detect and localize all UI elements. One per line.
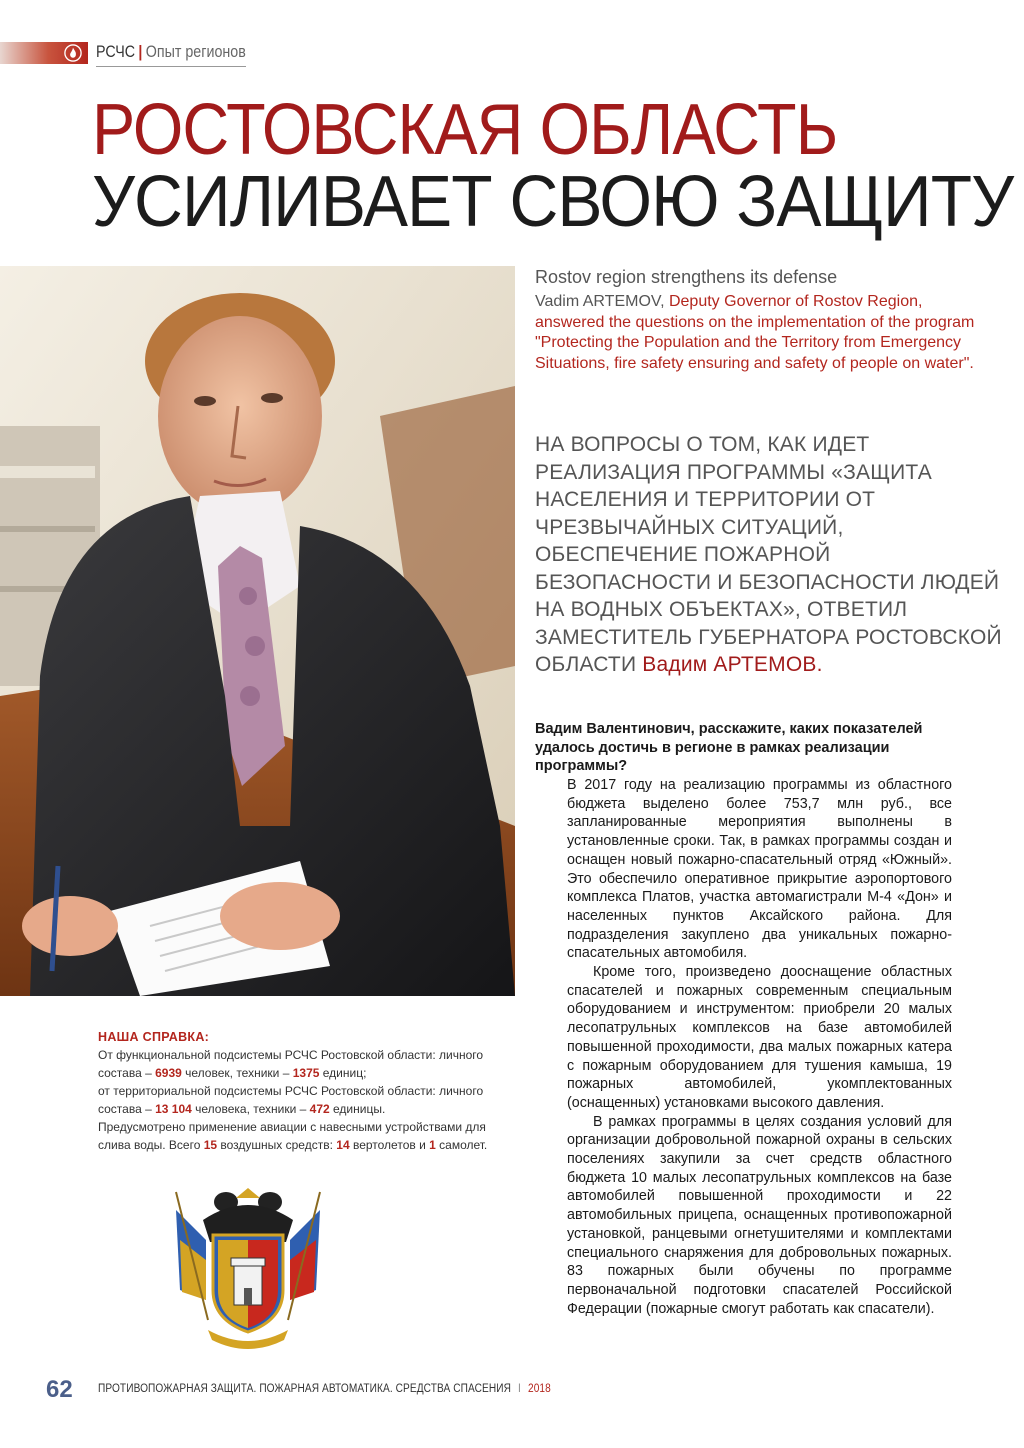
flame-icon bbox=[64, 44, 82, 62]
english-name: Vadim ARTEMOV, bbox=[535, 293, 665, 310]
section-header bbox=[96, 40, 246, 64]
reference-text: человека, техники – bbox=[191, 1102, 310, 1116]
article-paragraph: В 2017 году на реализацию программы из областного бюджета выделено более 753,7 млн руб., все запланированные мероприятия выполнены в установленные сроки. Так, в рамках программы создан и оснащен новый пожарно-спасательный отряд «Южный». Это обеспечило оперативное прикрытие аэропортового комплекса Платов, участка автомагистрали М-4 «Дон» и населенных пунктов Аксайского района. Для подразделения закуплено два уникальных пожарно-спасательных автомобиля. bbox=[567, 777, 952, 962]
page-title-line2: УСИЛИВАЕТ СВОЮ ЗАЩИТУ bbox=[92, 162, 1014, 242]
reference-text: единицы. bbox=[329, 1102, 386, 1116]
footer-separator: I bbox=[518, 1383, 521, 1395]
article-paragraph: Кроме того, произведено дооснащение областных спасателей и пожарных современным специальным оборудованием и инструментом: приобрели 20 малых лесопатрульных комплексов на базе автомобилей повышенной проходимости, два малых пожарных катера с пожарным оборудованием для тушения камыша, 19 пожарных автомобилей, укомплектованных (оснащенных) установками высокого давления. bbox=[567, 964, 952, 1111]
header-rule bbox=[96, 66, 246, 67]
reference-text: единиц; bbox=[319, 1066, 367, 1080]
reference-body bbox=[98, 1046, 518, 1154]
section-separator: | bbox=[138, 42, 143, 61]
reference-text: От функциональной подсистемы РСЧС Ростовской области: личного состава – bbox=[98, 1048, 484, 1080]
reference-text: воздушных средств: bbox=[217, 1138, 337, 1152]
portrait-photo bbox=[0, 266, 515, 996]
reference-figure: 15 bbox=[203, 1138, 218, 1152]
reference-figure: 1375 bbox=[292, 1066, 320, 1080]
reference-text: от территориальной подсистемы РСЧС Ростовской области: личного состава – bbox=[98, 1084, 484, 1116]
subsection-label: Опыт регионов bbox=[145, 42, 246, 61]
reference-text: человек, техники – bbox=[181, 1066, 293, 1080]
journal-title: ПРОТИВОПОЖАРНАЯ ЗАЩИТА. ПОЖАРНАЯ АВТОМАТИКА. СРЕДСТВА СПАСЕНИЯ bbox=[98, 1383, 511, 1395]
rostov-coat-of-arms-image bbox=[168, 1180, 328, 1350]
reference-heading: НАША СПРАВКА: bbox=[98, 1030, 210, 1044]
footer bbox=[98, 1383, 551, 1395]
english-summary bbox=[535, 292, 995, 374]
reference-text: вертолетов и bbox=[349, 1138, 430, 1152]
reference-figure: 14 bbox=[336, 1138, 350, 1152]
reference-figure: 472 bbox=[309, 1102, 330, 1116]
page-number: 62 bbox=[46, 1376, 73, 1403]
reference-text: самолет. bbox=[435, 1138, 488, 1152]
reference-figure: 13 104 bbox=[155, 1102, 192, 1116]
lead-period: . bbox=[816, 653, 823, 676]
issue-year: 2018 bbox=[527, 1383, 551, 1395]
reference-figure: 1 bbox=[429, 1138, 436, 1152]
english-summary-text: Deputy Governor of Rostov Region, answered the questions on the implementation of the program "Protecting the Population and the Territory from Emergency Situations, fire safety ensuring and safety of people on water". bbox=[535, 293, 975, 372]
reference-figure: 6939 bbox=[155, 1066, 182, 1080]
page-title-line1: РОСТОВСКАЯ ОБЛАСТЬ bbox=[92, 90, 838, 170]
section-label: РСЧС bbox=[96, 42, 136, 61]
lead-person: Вадим АРТЕМОВ bbox=[642, 653, 817, 676]
article-body bbox=[567, 776, 952, 1318]
article-paragraph: В рамках программы в целях создания условий для организации добровольной пожарной охраны в сельских поселениях закупили за счет средств областного бюджета 10 малых лесопатрульных комплексов на базе автомобилей повышенной проходимости и 22 автомобильных прицепа, оснащенных противопожарной установкой, ранцевыми огнетушителями и комплектами специального снаряжения для добровольных пожарных. 83 пожарных были обучены по программе первоначальной подготовки спасателей Российской Федерации (пожарные смогут работать как спасатели). bbox=[567, 1113, 952, 1317]
section-color-bar bbox=[0, 42, 88, 64]
lead-text: НА ВОПРОСЫ О ТОМ, КАК ИДЕТ РЕАЛИЗАЦИЯ ПРОГРАММЫ «ЗАЩИТА НАСЕЛЕНИЯ И ТЕРРИТОРИИ ОТ ЧРЕЗВЫЧАЙНЫХ СИТУАЦИЙ, ОБЕСПЕЧЕНИЕ ПОЖАРНОЙ БЕЗОПАСНОСТИ И БЕЗОПАСНОСТИ ЛЮДЕЙ НА ВОДНЫХ ОБЪЕКТАХ», ОТВЕТИЛ ЗАМЕСТИТЕЛЬ ГУБЕРНАТОРА РОСТОВСКОЙ ОБЛАСТИ bbox=[535, 433, 1002, 676]
interview-question: Вадим Валентинович, расскажите, каких показателей удалось достичь в регионе в рамках реализации программы? bbox=[535, 721, 923, 774]
reference-text: Предусмотрено применение авиации с навесными устройствами для слива воды. Всего bbox=[98, 1120, 486, 1152]
english-title: Rostov region strengthens its defense bbox=[535, 267, 838, 287]
lead-paragraph bbox=[535, 431, 1005, 679]
